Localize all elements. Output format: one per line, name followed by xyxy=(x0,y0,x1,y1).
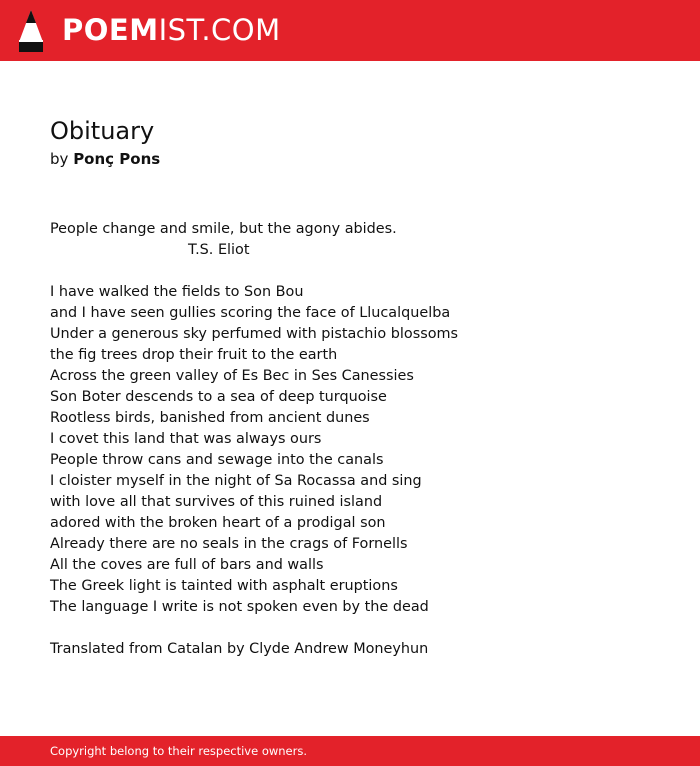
author-link[interactable]: Ponç Pons xyxy=(73,150,161,168)
stanza-gap xyxy=(50,261,670,282)
translation-note: Translated from Catalan by Clyde Andrew Moneyhun xyxy=(50,641,429,657)
site-footer xyxy=(0,736,700,766)
epigraph-author: T.S. Eliot xyxy=(188,242,250,258)
poem-line: with love all that survives of this ruined island xyxy=(50,494,383,510)
poem-line: the fig trees drop their fruit to the earth xyxy=(50,347,338,363)
byline xyxy=(50,150,160,168)
poem-line: The Greek light is tainted with asphalt eruptions xyxy=(50,578,398,594)
poem-line: Under a generous sky perfumed with pistachio blossoms xyxy=(50,326,459,342)
brand-light: IST.COM xyxy=(158,13,281,47)
poem-line: I have walked the fields to Son Bou xyxy=(50,284,304,300)
poem-line: I cloister myself in the night of Sa Rocassa and sing xyxy=(50,473,422,489)
epigraph: People change and smile, but the agony abides. xyxy=(50,221,397,237)
poem-line: Already there are no seals in the crags of Fornells xyxy=(50,536,408,552)
poem-line: Across the green valley of Es Bec in Ses Canessies xyxy=(50,368,414,384)
brand-bold: POEM xyxy=(62,13,159,47)
site-header xyxy=(0,0,700,61)
copyright-text: Copyright belong to their respective owners. xyxy=(50,744,308,758)
poem-body xyxy=(50,219,670,660)
poem-line: and I have seen gullies scoring the face of Llucalquelba xyxy=(50,305,451,321)
stanza-gap xyxy=(50,618,670,639)
poem-line: Son Boter descends to a sea of deep turquoise xyxy=(50,389,387,405)
by-label: by xyxy=(50,150,69,168)
poem-title: Obituary xyxy=(50,117,155,145)
pencil-icon[interactable] xyxy=(18,10,44,52)
poem-line: adored with the broken heart of a prodigal son xyxy=(50,515,386,531)
poem-line: All the coves are full of bars and walls xyxy=(50,557,324,573)
poem-line: The language I write is not spoken even by the dead xyxy=(50,599,429,615)
poem-line: People throw cans and sewage into the canals xyxy=(50,452,384,468)
poem-line: Rootless birds, banished from ancient dunes xyxy=(50,410,370,426)
poem-line: I covet this land that was always ours xyxy=(50,431,322,447)
site-logo-text[interactable] xyxy=(62,13,281,47)
